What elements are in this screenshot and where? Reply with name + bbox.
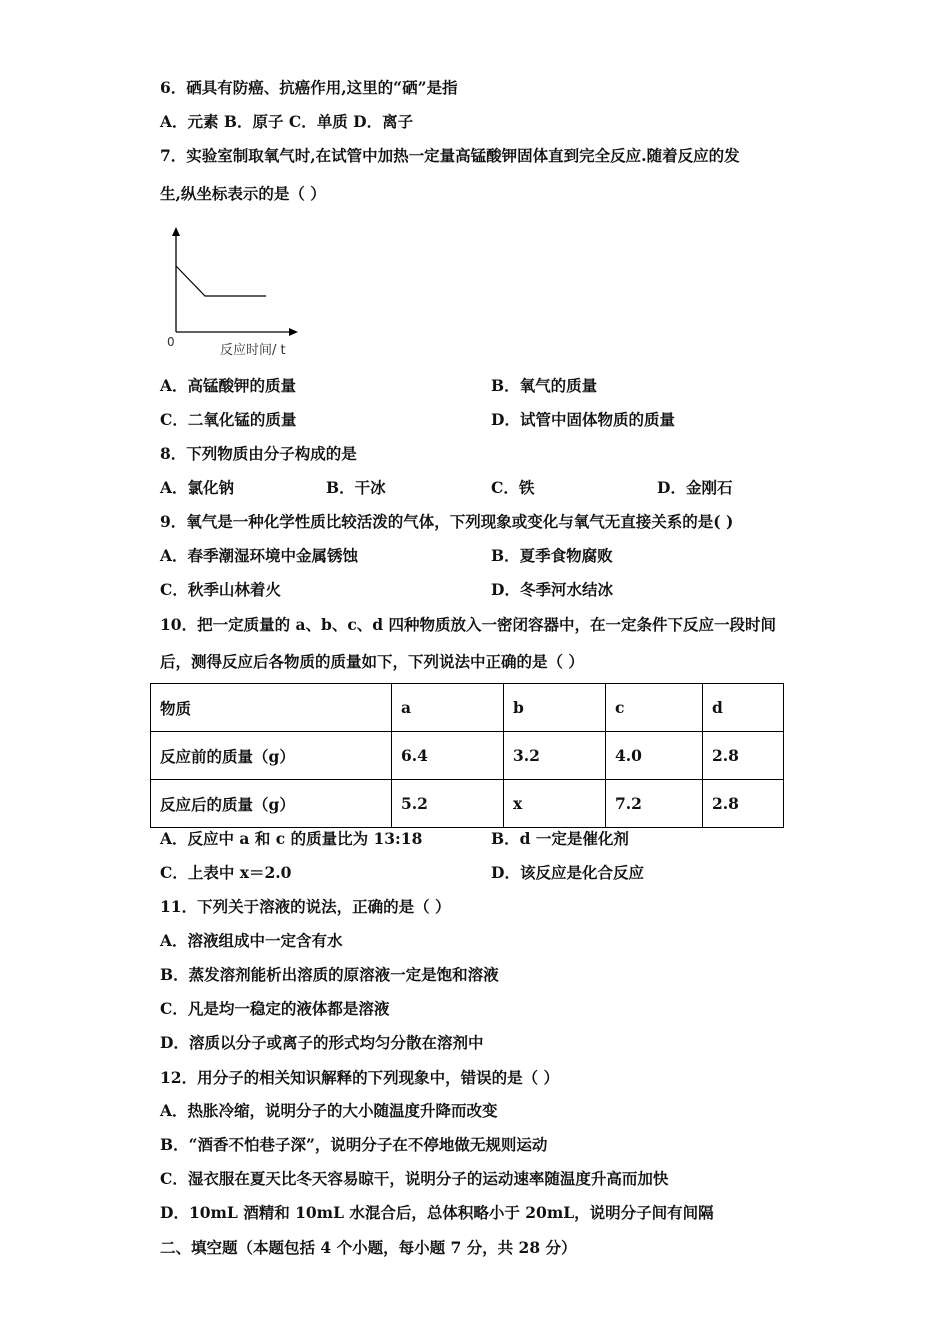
q7-graph bbox=[160, 224, 310, 364]
q7-option-a: A．高锰酸钾的质量 bbox=[160, 376, 297, 395]
q10-table bbox=[150, 683, 784, 828]
q7-option-b: B．氧气的质量 bbox=[491, 376, 598, 395]
q9-option-b: B．夏季食物腐败 bbox=[491, 546, 613, 565]
q7-option-d: D．试管中固体物质的质量 bbox=[491, 410, 675, 429]
table-header-row bbox=[151, 684, 784, 732]
q9-option-c: C．秋季山林着火 bbox=[160, 580, 281, 599]
q9-option-a: A．春季潮湿环境中金属锈蚀 bbox=[160, 546, 359, 565]
y-axis-arrow bbox=[172, 227, 180, 236]
q12-option-b: B．“酒香不怕巷子深”，说明分子在不停地做无规则运动 bbox=[160, 1135, 548, 1154]
table-row bbox=[151, 732, 784, 780]
q10-stem-line1: 10．把一定质量的 a、b、c、d 四种物质放入一密闭容器中，在一定条件下反应一段时间 bbox=[160, 615, 777, 634]
x-axis-arrow bbox=[289, 328, 298, 336]
table-header-cell: c bbox=[606, 684, 703, 732]
q7-stem-line2: 生,纵坐标表示的是（ ） bbox=[160, 184, 326, 203]
section2-title: 二、填空题（本题包括 4 个小题，每小题 7 分，共 28 分） bbox=[160, 1238, 577, 1257]
q8-option-c: C．铁 bbox=[491, 478, 535, 497]
x-axis-label: 反应时间/ t bbox=[220, 343, 286, 358]
q10-option-c: C．上表中 x＝2.0 bbox=[160, 863, 292, 882]
table-cell: 7.2 bbox=[606, 780, 703, 828]
q7-stem-line1: 7．实验室制取氧气时,在试管中加热一定量高锰酸钾固体直到完全反应.随着反应的发 bbox=[160, 146, 740, 165]
q12-stem: 12．用分子的相关知识解释的下列现象中，错误的是（ ） bbox=[160, 1068, 559, 1087]
table-header-cell: b bbox=[504, 684, 606, 732]
q11-option-d: D．溶质以分子或离子的形式均匀分散在溶剂中 bbox=[160, 1033, 484, 1052]
table-header-cell: d bbox=[703, 684, 784, 732]
q11-option-c: C．凡是均一稳定的液体都是溶液 bbox=[160, 999, 390, 1018]
data-curve bbox=[176, 266, 266, 296]
table-header-cell: a bbox=[392, 684, 504, 732]
q6-stem: 6．硒具有防癌、抗癌作用,这里的“硒”是指 bbox=[160, 78, 458, 97]
q8-option-a: A．氯化钠 bbox=[160, 478, 235, 497]
q10-option-a: A．反应中 a 和 c 的质量比为 13:18 bbox=[160, 829, 423, 848]
q11-option-a: A．溶液组成中一定含有水 bbox=[160, 931, 343, 950]
q7-option-c: C．二氧化锰的质量 bbox=[160, 410, 297, 429]
table-cell: 3.2 bbox=[504, 732, 606, 780]
q9-stem: 9．氧气是一种化学性质比较活泼的气体，下列现象或变化与氧气无直接关系的是( ) bbox=[160, 512, 734, 531]
q10-option-d: D．该反应是化合反应 bbox=[491, 863, 644, 882]
q12-option-a: A．热胀冷缩，说明分子的大小随温度升降而改变 bbox=[160, 1101, 498, 1120]
table-cell: 2.8 bbox=[703, 780, 784, 828]
q10-option-b: B．d 一定是催化剂 bbox=[491, 829, 629, 848]
q6-options: A．元素 B．原子 C．单质 D．离子 bbox=[160, 112, 414, 131]
table-cell: x bbox=[504, 780, 606, 828]
q9-option-d: D．冬季河水结冰 bbox=[491, 580, 613, 599]
table-header-cell: 物质 bbox=[151, 684, 392, 732]
q8-stem: 8．下列物质由分子构成的是 bbox=[160, 444, 357, 463]
table-cell: 5.2 bbox=[392, 780, 504, 828]
table-row bbox=[151, 780, 784, 828]
table-cell: 反应后的质量（g） bbox=[151, 780, 392, 828]
table-cell: 2.8 bbox=[703, 732, 784, 780]
q12-option-d: D．10mL 酒精和 10mL 水混合后，总体积略小于 20mL，说明分子间有间隔 bbox=[160, 1203, 714, 1222]
q7-graph-svg bbox=[160, 224, 310, 364]
q8-option-b: B．干冰 bbox=[326, 478, 386, 497]
q11-option-b: B．蒸发溶剂能析出溶质的原溶液一定是饱和溶液 bbox=[160, 965, 499, 984]
table-cell: 4.0 bbox=[606, 732, 703, 780]
q8-option-d: D．金刚石 bbox=[657, 478, 733, 497]
q11-stem: 11．下列关于溶液的说法，正确的是（ ） bbox=[160, 897, 451, 916]
table-cell: 反应前的质量（g） bbox=[151, 732, 392, 780]
origin-label: 0 bbox=[167, 335, 175, 349]
q10-stem-line2: 后，测得反应后各物质的质量如下，下列说法中正确的是（ ） bbox=[160, 652, 584, 671]
table-cell: 6.4 bbox=[392, 732, 504, 780]
q12-option-c: C．湿衣服在夏天比冬天容易晾干，说明分子的运动速率随温度升高而加快 bbox=[160, 1169, 669, 1188]
